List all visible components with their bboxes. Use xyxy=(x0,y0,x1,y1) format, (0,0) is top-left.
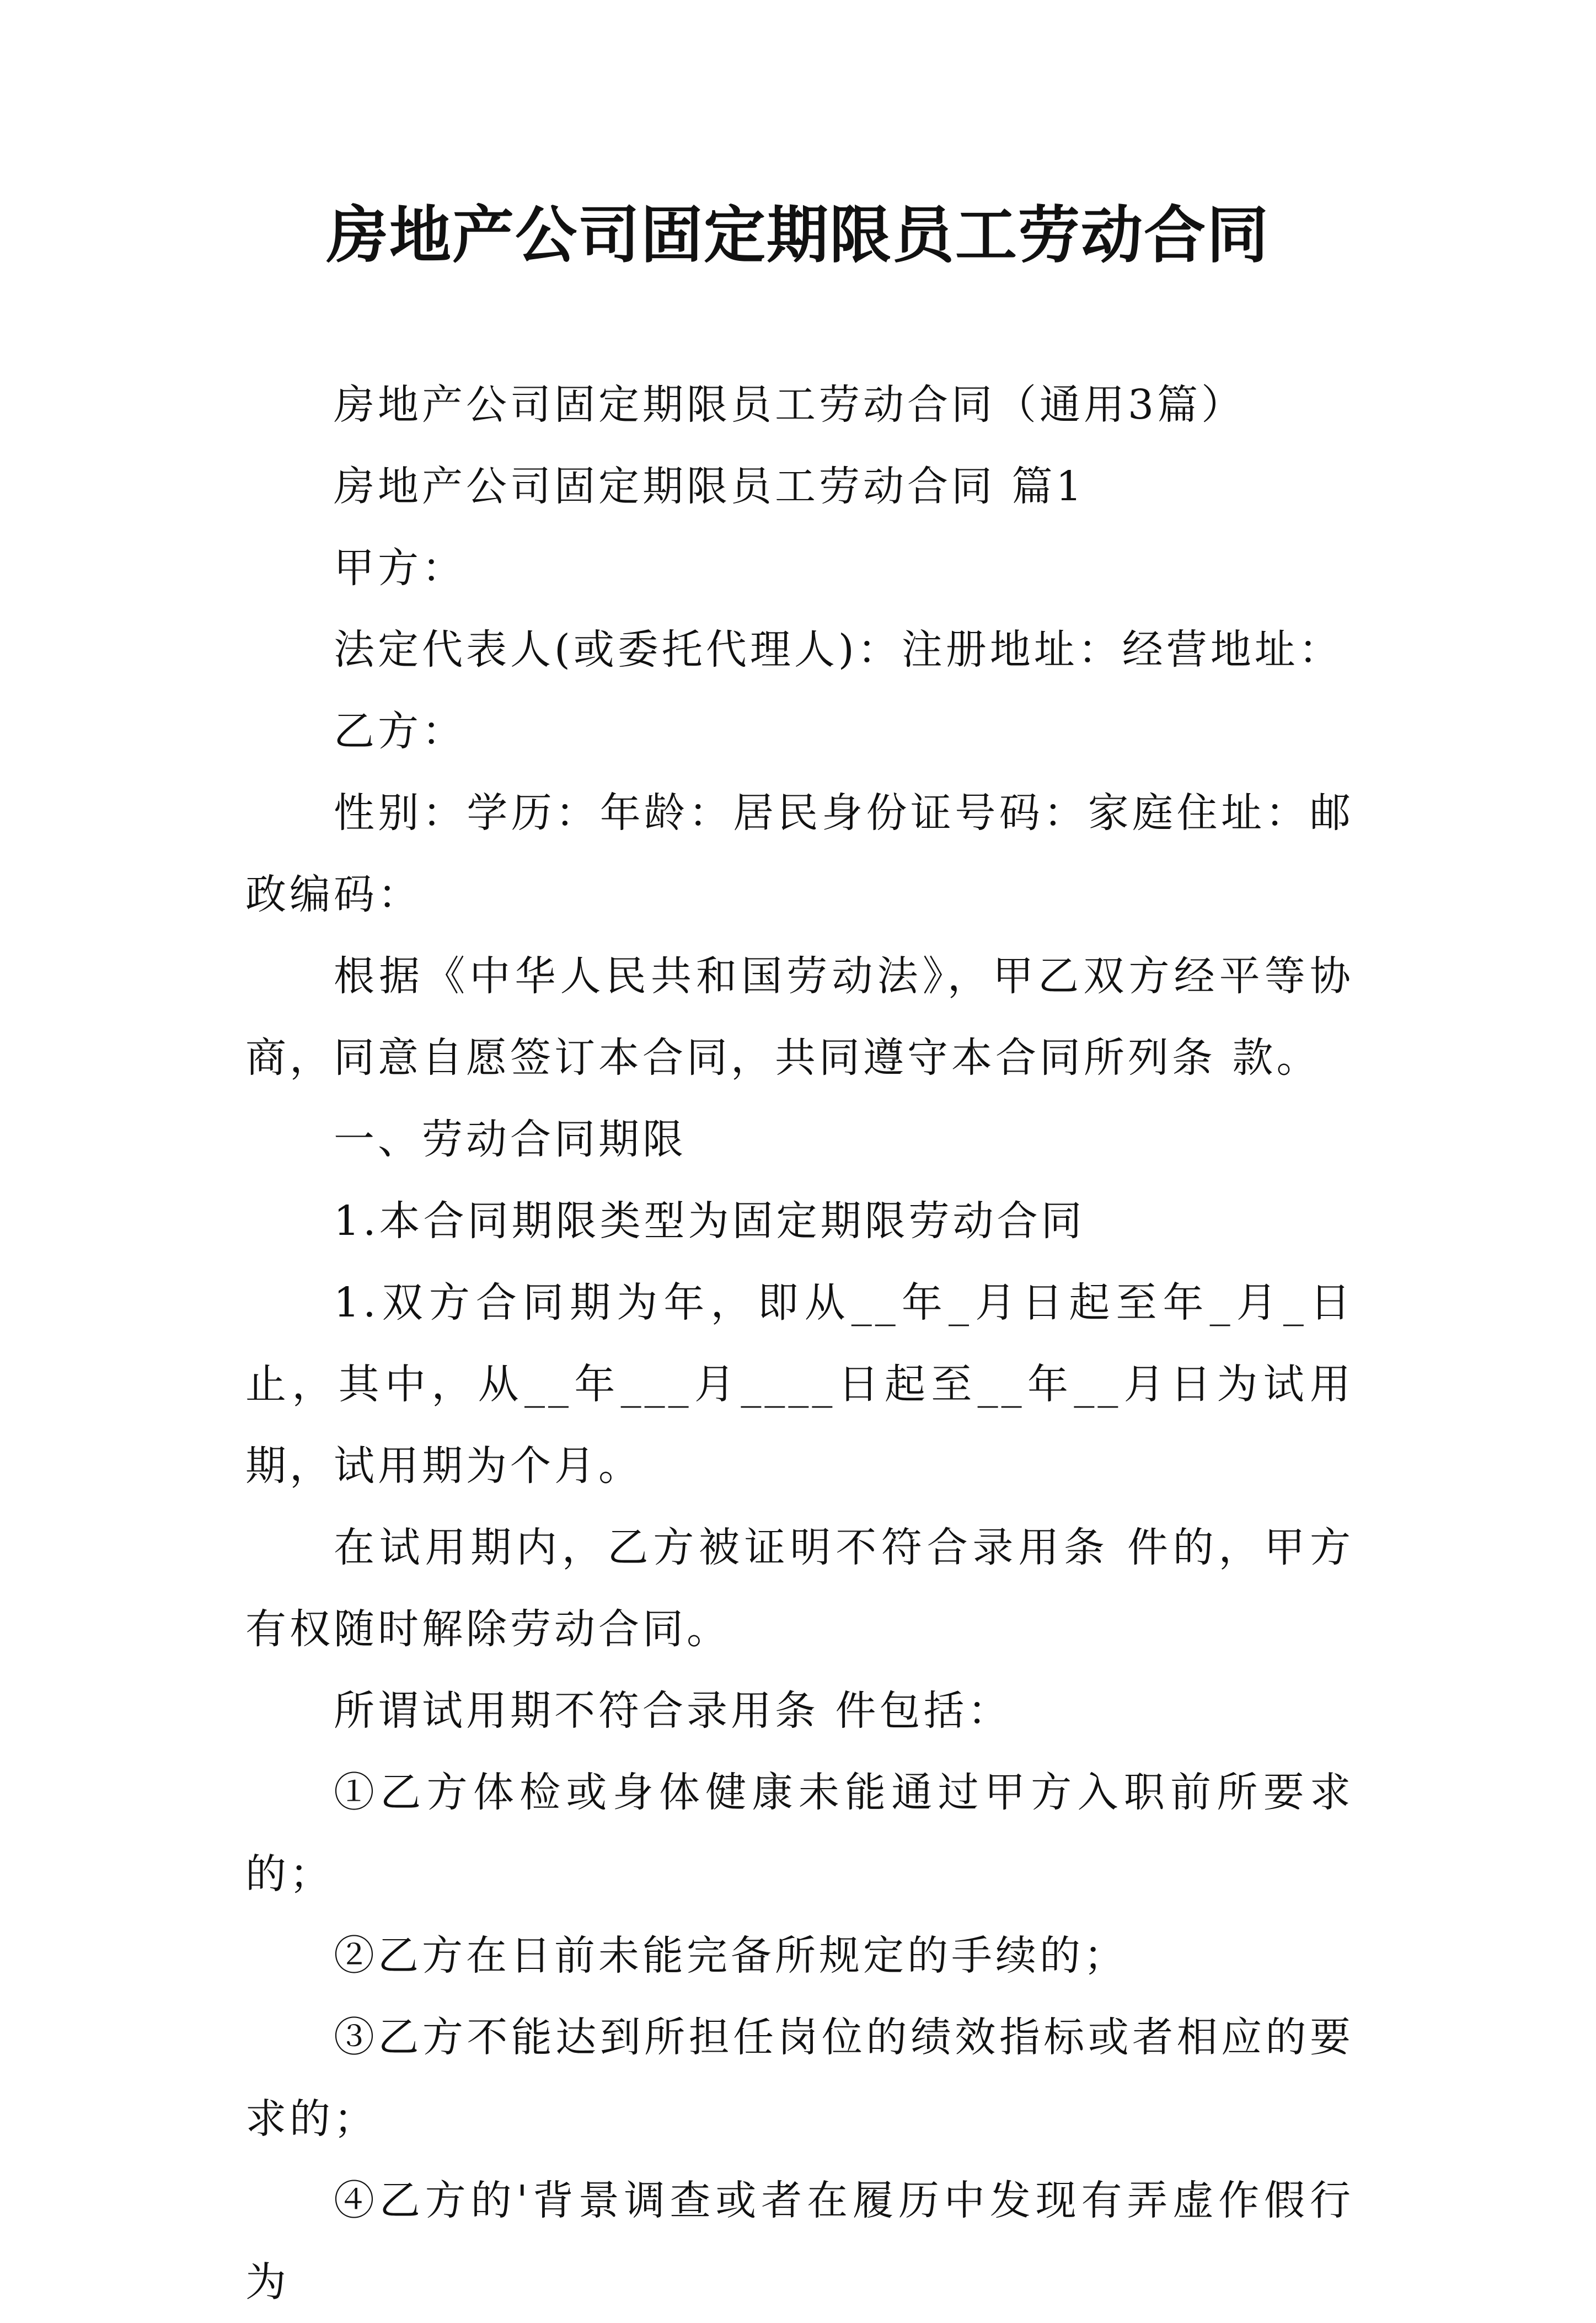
paragraph-legal-representative: 法定代表人(或委托代理人)：注册地址：经营地址： xyxy=(334,626,1343,673)
list-item: ②乙方在日前未能完备所规定的手续的； xyxy=(334,1932,1128,1979)
list-item: ③乙方不能达到所担任岗位的绩效指标或者相应的要求的； xyxy=(245,2014,1354,2143)
paragraph-preamble: 根据《中华人民共和国劳动法》，甲乙双方经平等协商，同意自愿签订本合同，共同遵守本合同所列条 款。 xyxy=(245,952,1354,1082)
paragraph-contract-term: 1.双方合同期为年，即从__年_月日起至年_月_日止，其中，从__年___月____日起至__年__月日为试用期，试用期为个月。 xyxy=(245,1279,1354,1490)
paragraph-party-a: 甲方： xyxy=(334,544,466,592)
paragraph-probation-termination: 在试用期内，乙方被证明不符合录用条 件的，甲方有权随时解除劳动合同。 xyxy=(245,1524,1354,1653)
paragraph-part-heading: 房地产公司固定期限员工劳动合同 篇1 xyxy=(334,463,1085,510)
paragraph-subtitle: 房地产公司固定期限员工劳动合同（通用3篇） xyxy=(334,381,1246,429)
list-item: ④乙方的'背景调查或者在履历中发现有弄虚作假行为 xyxy=(245,2177,1354,2306)
list-item: ①乙方体检或身体健康未能通过甲方入职前所要求的； xyxy=(245,1769,1354,1898)
paragraph-party-b-details: 性别：学历：年龄：居民身份证号码：家庭住址：邮政编码： xyxy=(245,789,1354,918)
paragraph-contract-type: 1.本合同期限类型为固定期限劳动合同 xyxy=(334,1197,1085,1245)
document-title: 房地产公司固定期限员工劳动合同 xyxy=(326,199,1270,271)
document-body xyxy=(245,364,1354,2323)
paragraph-section-heading: 一、劳动合同期限 xyxy=(334,1116,687,1163)
paragraph-party-b: 乙方： xyxy=(334,708,466,755)
paragraph-probation-conditions-intro: 所谓试用期不符合录用条 件包括： xyxy=(334,1687,1012,1735)
